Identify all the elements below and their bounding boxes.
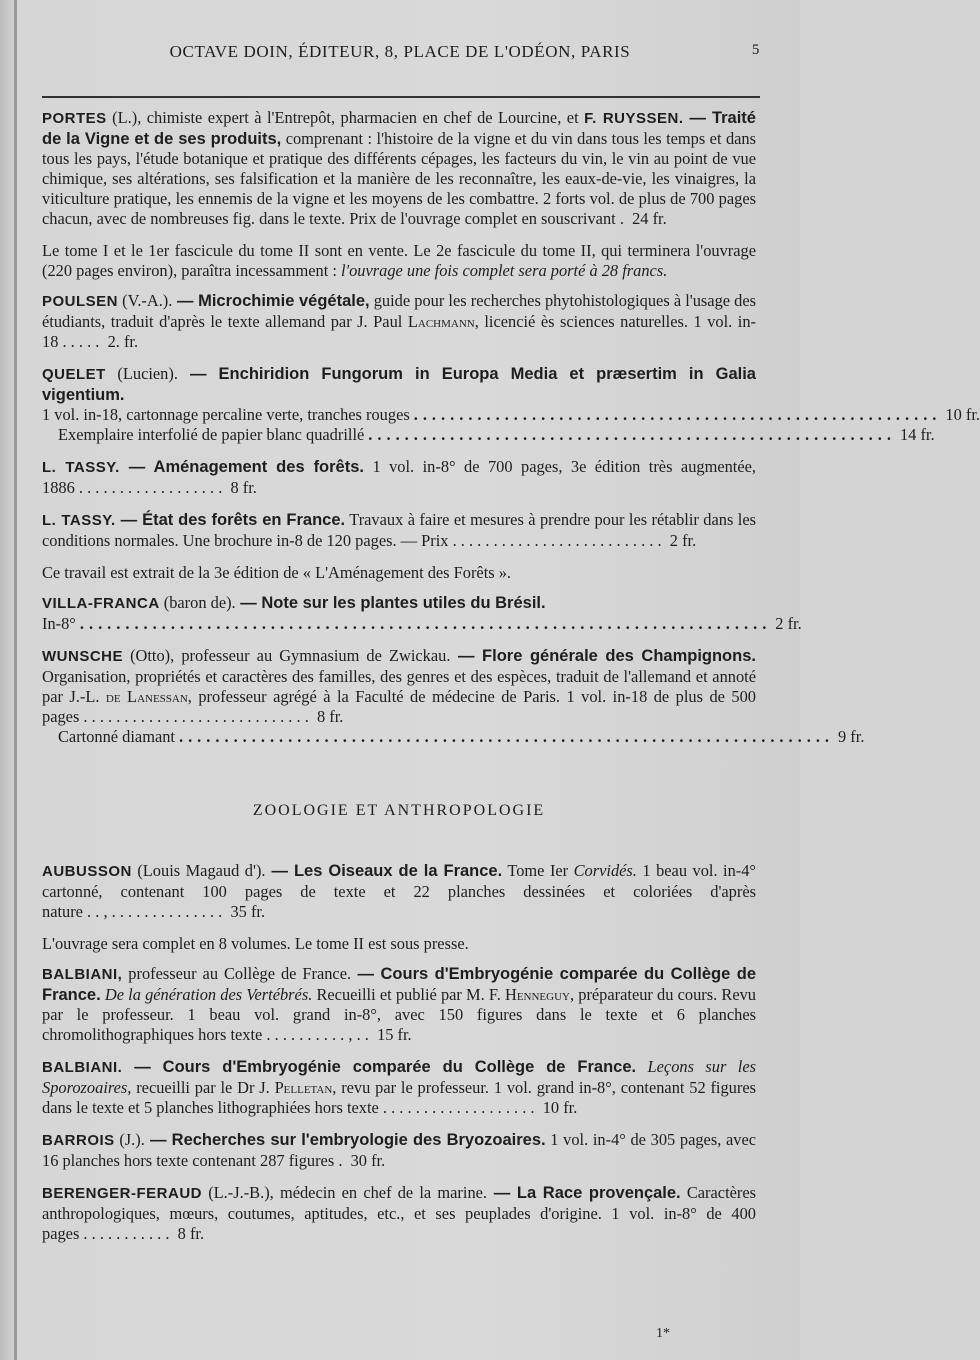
entry-barrois: BARROIS (J.). — Recherches sur l'embryologie des Bryozoaires. 1 vol. in-4° de 305 pages, avec 16 planches hors texte contenant 287 figures . 30 fr. [42,1130,756,1170]
dot-leaders: .......................................................... [413,405,942,424]
note-text: L'ouvrage sera complet en 8 volumes. Le tome II est sous presse. [42,934,469,953]
entry-author: L. TASSY. [42,512,116,529]
entry-description: 1 vol. in-8° de 700 pages, 3e édition très augmentée, 1886 [42,457,757,497]
entry-portes: PORTES (L.), chimiste expert à l'Entrepôt, pharmacien en chef de Lourcine, et F. RUYSSEN. — Traité de la Vigne et de ses produits, comprenant : l'histoire de la vigne et du vin dans tous les temps et dans tous les pays, l'étude botanique et pratique des différents cépages, les facteurs du vin, le vin au point de vue chimique, ses altérations, ses falsification et la manière de les reconnaître, les eaux-de-vie, les vinaigres, la viticulture pratique, les ennemis de la vigne et les moyens de les combattre. 2 forts vol. de plus de 700 pages chacun, avec de nombreuses fig. dans le texte. Prix de l'ouvrage complet en souscrivant . 24 fr. [42,108,756,228]
entry-coauthor: F. RUYSSEN. [584,110,684,127]
entry-description: , revu par le professeur. 1 vol. grand in-8°, contenant 52 figures dans le texte et 5 planches lithographiées hors texte [42,1078,756,1117]
note-text: Ce travail est extrait de la 3e édition de « L'Aménagement des Forêts ». [42,563,512,582]
note-italic: l'ouvrage une fois complet sera porté à 28 francs. [341,261,668,280]
dot-leaders: ............................................................................ [79,614,772,633]
entry-variant-line [42,425,935,445]
entry-description: , licencié ès sciences naturelles. 1 vol. in-18 [42,312,756,351]
entry-author: POULSEN [42,293,119,310]
page-header [40,42,760,62]
entry-author: VILLA-FRANCA [42,595,160,612]
entry-title: — Note sur les plantes utiles du Brésil. [235,594,546,612]
entry-title: — Les Oiseaux de la France. [265,862,503,880]
entry-description: 1 beau vol. in-4° cartonné, contenant 100 pages de texte et 22 planches dessinées et coloriées d'après nature [42,861,756,921]
page-number: 5 [751,42,760,58]
entry-description: Organisation, propriétés et caractères des familles, des genres et des espèces, traduit de l'allemand et annoté par J.-L. [42,667,756,706]
entry-author: AUBUSSON [42,863,132,880]
entry-author: WUNSCHE [42,648,123,665]
entry-title: — Cours d'Embryogénie comparée du Collège de France. [122,1058,637,1076]
entry-description: Caractères anthropologiques, mœurs, coutumes, aptitudes, etc., et ses peuplades d'origine. 1 vol. in-8° de 400 pages [42,1183,757,1243]
entry-description: guide pour les recherches phytohistologiques à l'usage des étudiants, traduit d'après le texte allemand par J. Paul [42,291,757,331]
entry-aubusson: AUBUSSON (Louis Magaud d'). — Les Oiseaux de la France. Tome Ier Corvidés. 1 beau vol. in-4° cartonné, contenant 100 pages de texte et 22 planches dessinées et coloriées d'après nature . . , . . . . . . . . . . . . . . 35 fr. [42,861,756,921]
entry-price: 8 fr. [317,707,344,726]
variant-label: Cartonné diamant [58,727,175,746]
entry-price: 15 fr. [377,1025,412,1044]
entry-description: recueilli par le Dr J. [131,1078,275,1097]
entry-variant-line [42,727,865,747]
entry-title: — Aménagement des forêts. [119,458,364,476]
note-text: Le tome I et le 1er fascicule du tome II sont en vente. Le 2e fascicule du tome II, qui terminera l'ouvrage (220 pages environ), paraîtra incessamment : [42,241,756,280]
entry-price: 10 fr. [542,1098,578,1117]
entry-editor: Pelletan [274,1078,333,1097]
entry-author: BARROIS [42,1132,115,1149]
entry-author-detail: (L.-J.-B.), médecin en chef de la marine. [202,1183,488,1202]
entry-italic: Leçons sur les Sporozoaires, [42,1057,757,1097]
entry-author: QUELET [42,366,106,383]
entry-editor: Henneguy [504,985,570,1004]
entry-author: BERENGER-FERAUD [42,1185,203,1202]
header-rule [42,96,760,98]
entry-author-detail: (baron de). [159,593,236,612]
entry-author-detail: (Lucien). [105,364,178,383]
entry-price: 8 fr. [230,478,257,497]
variant-price: 14 fr. [899,425,935,444]
binding-gutter [14,0,17,1360]
entry-author-detail: (Otto), professeur au Gymnasium de Zwickau. [123,646,451,665]
entry-author-detail: (J.). [114,1130,145,1149]
entry-title: — Recherches sur l'embryologie des Bryozoaires. [144,1131,546,1149]
entry-description: In-8° [42,614,76,633]
variant-label: Exemplaire interfolié de papier blanc quadrillé [58,425,365,444]
entry-price: 8 fr. [177,1224,205,1243]
dot-leaders: .......................................................... [368,425,896,444]
entry-title: — État des forêts en France. [115,511,346,529]
entry-description: Travaux à faire et mesures à prendre pour les rétablir dans les conditions normales. Une brochure in-8 de 120 pages. — Prix [42,510,756,550]
entry-note-portes [42,241,756,281]
entry-balbiani-vertebres: BALBIANI, professeur au Collège de France. — Cours d'Embryogénie comparée du Collège de France. De la génération des Vertébrés. Recueilli et publié par M. F. Henneguy, préparateur du cours. Revu par le professeur. 1 beau vol. grand in-8°, avec 150 figures dans le texte et 6 planches chromolithographiques hors texte . . . . . . . . . . , . . 15 fr. [42,964,756,1044]
entry-title: — La Race provençale. [487,1184,681,1202]
catalogue-listing [42,108,980,1256]
entry-title: — Traité de la Vigne et de ses produits, [42,109,756,148]
entry-balbiani-sporozoaires: BALBIANI. — Cours d'Embryogénie comparée du Collège de France. Leçons sur les Sporozoaires, recueilli par le Dr J. Pelletan, revu par le professeur. 1 vol. grand in-8°, contenant 52 figures dans le texte et 5 planches lithographiées hors texte . . . . . . . . . . . . . . . . . . . 10 fr. [42,1057,757,1117]
entry-description: Recueilli et publié par M. F. [312,985,505,1004]
entry-title: — Enchiridion Fungorum in Europa Media et præsertim in Galia vigentium. [42,365,756,404]
entry-poulsen: POULSEN (V.-A.). — Microchimie végétale, guide pour les recherches phytohistologiques à l'usage des étudiants, traduit d'après le texte allemand par J. Paul Lachmann, licencié ès sciences naturelles. 1 vol. in-18 . . . . . 2. fr. [42,291,757,351]
entry-description: comprenant : l'histoire de la vigne et du vin dans tous les temps et dans tous les pays, l'étude botanique et pratique des différents cépages, les facteurs du vin, le vin au point de vue chimique, ses altérations, ses falsification et la manière de les reconnaître, les eaux-de-vie, les vinaigres, la viticulture pratique, les ennemis de la vigne et les moyens de les combattre. 2 forts vol. de plus de 700 pages chacun, avec de nombreuses fig. dans le texte. Prix de l'ouvrage complet en souscrivant [42,129,756,228]
entry-author-detail: (L.), chimiste expert à l'Entrepôt, pharmacien en chef de Lourcine, et [106,108,585,127]
entry-title: — Flore générale des Champignons. [450,647,756,665]
entry-description: , professeur agrégé à la Faculté de médecine de Paris. 1 vol. in-18 de plus de 500 pages [42,687,756,726]
entry-price: 10 fr. [945,405,980,424]
entry-title: — Microchimie végétale, [172,292,370,310]
variant-price: 9 fr. [838,727,865,746]
entry-tassy-amenagement: L. TASSY. — Aménagement des forêts. 1 vol. in-8° de 700 pages, 3e édition très augmentée, 1886 . . . . . . . . . . . . . . . . . . 8 fr. [42,457,757,497]
entry-price: 2 fr. [669,531,697,550]
entry-price-line [42,405,980,425]
entry-price: 35 fr. [230,902,266,921]
dot-leaders: ........................................................................ [178,727,835,746]
entry-note-aubusson [42,934,756,954]
entry-quelet [42,364,980,445]
entry-tassy-etat: L. TASSY. — État des forêts en France. Travaux à faire et mesures à prendre pour les rétablir dans les conditions normales. Une brochure in-8 de 120 pages. — Prix . . . . . . . . . . . . . . . . . . . . . . . . . . 2 fr. [42,510,756,550]
entry-note-tassy [42,563,756,583]
entry-author: PORTES [42,110,107,127]
entry-author-detail: professeur au Collège de France. [122,964,352,983]
entry-italic: Corvidés. [573,861,637,880]
section-heading: ZOOLOGIE ET ANTHROPOLOGIE [252,802,546,819]
entry-title: — Cours d'Embryogénie comparée du Collège de France. [42,965,756,1004]
entry-translator: de Lanessan [105,687,188,706]
entry-price: 2. fr. [107,332,139,351]
entry-description: 1 vol. in-18, cartonnage percaline verte, tranches rouges [42,405,410,424]
signature-mark: 1* [656,1326,670,1341]
entry-italic: De la génération des Vertébrés. [100,985,313,1004]
entry-author-detail: (V.-A.). [118,291,173,310]
entry-author: BALBIANI, [42,966,123,983]
entry-author-detail: (Louis Magaud d'). [131,861,266,880]
entry-price: 30 fr. [350,1151,386,1170]
entry-description: Tome Ier [502,861,574,880]
header-text: OCTAVE DOIN, ÉDITEUR, 8, PLACE DE L'ODÉON, PARIS [169,42,631,61]
entry-berenger-feraud: BERENGER-FERAUD (L.-J.-B.), médecin en chef de la marine. — La Race provençale. Caractères anthropologiques, mœurs, coutumes, aptitudes, etc., et ses peuplades d'origine. 1 vol. in-8° de 400 pages . . . . . . . . . . . 8 fr. [42,1183,757,1243]
entry-translator: Lachmann [407,312,475,331]
entry-price: 2 fr. [775,614,802,633]
entry-price: 24 fr. [632,209,667,228]
entry-description: , préparateur du cours. Revu par le professeur. 1 beau vol. grand in-8°, avec 150 figures dans le texte et 6 planches chromolithographiques hors texte [42,985,756,1044]
entry-author: BALBIANI. [42,1059,123,1076]
entry-wunsche: WUNSCHE (Otto), professeur au Gymnasium de Zwickau. — Flore générale des Champignons. Organisation, propriétés et caractères des familles, des genres et des espèces, traduit de l'allemand et annoté par J.-L. de Lanessan, professeur agrégé à la Faculté de médecine de Paris. 1 vol. in-18 de plus de 500 pages . . . . . . . . . . . . . . . . . . . . . . . . . . . . 8 fr. Cartonné diamant ........................................................................ 9 fr. [42,646,865,746]
entry-villa-franca [42,593,802,634]
entry-price-line [42,614,802,634]
entry-description: 1 vol. in-4° de 305 pages, avec 16 planches hors texte contenant 287 figures [42,1130,756,1170]
entry-author: L. TASSY. [42,459,120,476]
